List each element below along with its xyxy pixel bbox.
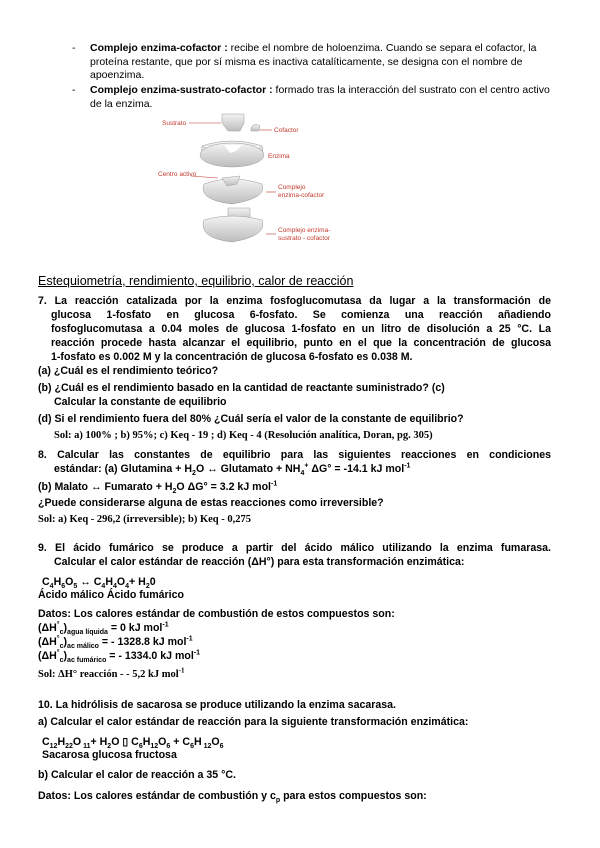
q8-b: (b) Malato ↔ Fumarato + $H_2O$ ΔG° = 3.2 kJ mol$^{-1}$ <box>38 480 278 496</box>
label-cofactor: Cofactor <box>274 127 299 134</box>
q9-row1: $(\Delta H^\circ_c)_{agua líquida} = 0$ kJ mol$^{-1}$ <box>38 621 169 637</box>
enzyme-diagram <box>158 112 378 257</box>
q7-line: glucosa 1-fosfato en glucosa 6-fosfato. Se comienza una reacción añadiendo <box>51 309 551 321</box>
bullet-desc: recibe el nombre de holoenzima. Cuando se separa el cofactor, la proteína restante, que por sí misma es inactiva catalíticamente, se designa con el nombre de apoenzima. <box>90 42 537 81</box>
section-title: Estequiometría, rendimiento, equilibrio, calor de reacción <box>38 274 354 288</box>
cofactor-shape <box>251 124 260 131</box>
q7-line: 1-fosfato es 0.002 M y la concentración de glucosa 6-fosfato es 0.038 M. <box>51 351 413 363</box>
q9-solution: Sol: ΔH° reacción - - 5,2 kJ mol$^{-1}$ <box>38 666 185 680</box>
q7-line: reacción procede hasta alcanzar el equilibrio, punto en el que la concentración de glucosa <box>51 337 551 349</box>
q9-line2: Calcular el calor estándar de reacción (ΔH°) para esta transformación enzimática: <box>54 556 465 568</box>
label-sustrato: Sustrato <box>162 120 187 127</box>
question-7 <box>38 294 551 364</box>
q9-equation: $C_4H_6O_5$ ↔ $C_4H_4O_4+ H_20$ <box>42 576 156 591</box>
bullet-term: Complejo enzima-sustrato-cofactor : <box>90 84 273 96</box>
q10-a: a) Calcular el calor estándar de reacción para la siguiente transformación enzimática: <box>38 716 469 728</box>
q7-solution: Sol: a) 100% ; b) 95%; c) Keq - 19 ; d) Keq - 4 (Resolución analítica, Doran, pg. 305) <box>54 430 433 441</box>
bullet-text <box>90 42 552 83</box>
q7-line: 7. La reacción catalizada por la enzima fosfoglucomutasa da lugar a la transformación de <box>38 295 551 307</box>
q8-line1: 8. Calcular las constantes de equilibrio para las siguientes reacciones en condiciones <box>38 449 551 461</box>
bullet-item: - <box>72 42 76 54</box>
label-centro: Centro activo <box>158 171 197 178</box>
complex-enzyme <box>203 216 263 242</box>
q10-equation: $C_{12}H_{22}O$ $_{11}+ H_2O$ ▯ $C_6H_{12}O_6 + C_6H$ $_{12}O_6$ <box>42 736 224 751</box>
bullet-term: Complejo enzima-cofactor : <box>90 42 228 54</box>
q7-d: (d) Si el rendimiento fuera del 80% ¿Cuál sería el valor de la constante de equilibrio? <box>38 413 464 425</box>
q10-line1: 10. La hidrólisis de sacarosa se produce utilizando la enzima sacarasa. <box>38 699 396 711</box>
bullet-item: - <box>72 84 76 96</box>
label-complejo1a: Complejo <box>278 184 306 191</box>
q7-b: (b) ¿Cuál es el rendimiento basado en la cantidad de reactante suministrado? (c) <box>38 382 445 394</box>
label-complejo1b: enzima-cofactor <box>278 192 325 199</box>
q10-eq-names: Sacarosa glucosa fructosa <box>42 749 177 761</box>
q8-solution: Sol: a) Keq - 296,2 (irreversible); b) Keq - 0,275 <box>38 514 251 525</box>
q10-datos: Datos: Los calores estándar de combustión y $c_p$ para estos compuestos son: <box>38 790 427 805</box>
label-enzima: Enzima <box>268 153 290 160</box>
bullet-desc: formado tras la interacción del sustrato con el centro activo de la enzima. <box>90 84 550 110</box>
q9-row2: $(\Delta H^\circ_c)_{ac málico}$ = - 1328.8 kJ mol$^{-1}$ <box>38 635 193 651</box>
label-complejo2a: Complejo enzima- <box>278 227 331 234</box>
substrate-shape <box>222 114 244 131</box>
q7-line: fosfoglucomutasa a 0.04 moles de glucosa 1-fosfato en un litro de disolución a 25 °C. La <box>51 323 551 335</box>
q9-datos: Datos: Los calores estándar de combustión de estos compuestos son: <box>38 608 395 620</box>
q9-line1: 9. El ácido fumárico se produce a partir del ácido málico utilizando la enzima fumarasa. <box>38 542 551 554</box>
q8-a: estándar: (a) Glutamina + $H_2O$ ↔ Glutamato + $NH_4^+$ ΔG° = -14.1 kJ mol$^{-1}$ <box>54 462 411 478</box>
q9-eq-names: Ácido málico Ácido fumárico <box>38 589 184 601</box>
q10-b: b) Calcular el calor de reacción a 35 °C. <box>38 769 236 781</box>
q7-a: (a) ¿Cuál es el rendimiento teórico? <box>38 365 219 377</box>
bullet-text <box>90 84 552 111</box>
q8-question: ¿Puede considerarse alguna de estas reacciones como irreversible? <box>38 497 384 509</box>
label-complejo2b: sustrato - cofactor <box>278 235 331 242</box>
q9-row3: $(\Delta H^\circ_c)_{ac fumárico}$ = - 1334.0 kJ mol$^{-1}$ <box>38 649 201 665</box>
q7-b2: Calcular la constante de equilibrio <box>54 396 227 408</box>
